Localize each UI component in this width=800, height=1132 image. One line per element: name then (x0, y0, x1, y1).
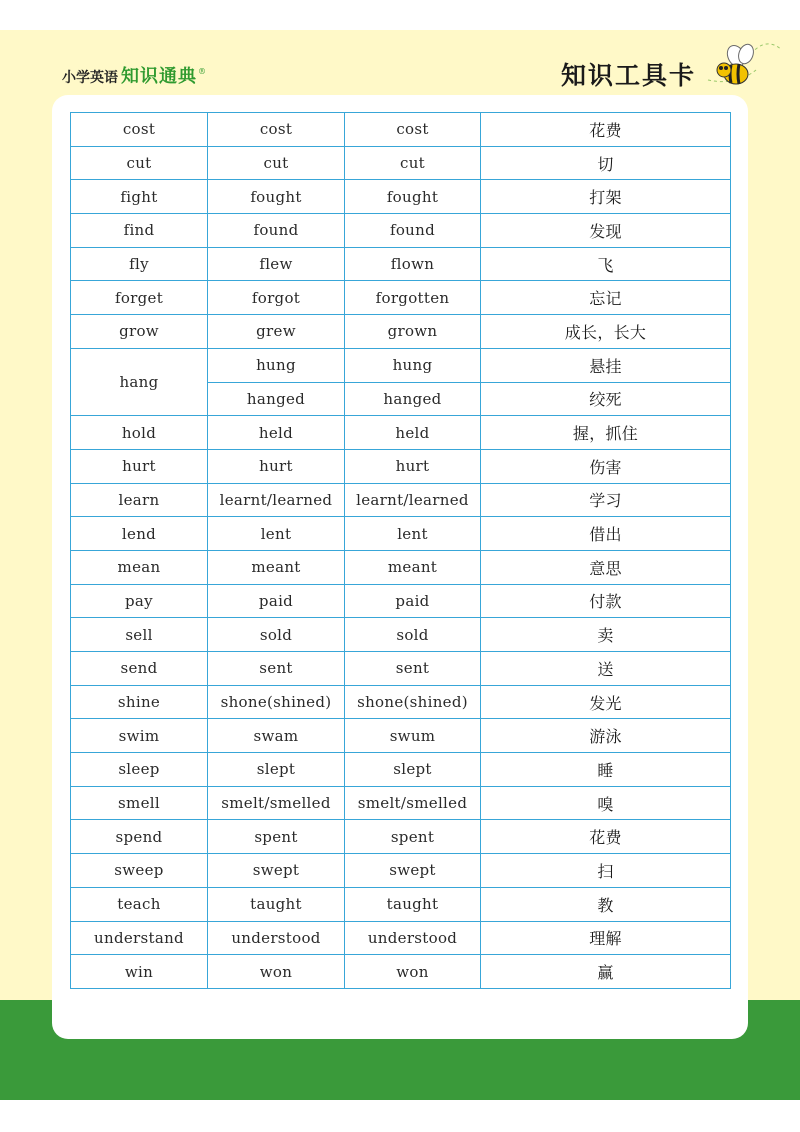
meaning: 意思 (481, 550, 731, 584)
base-form: find (71, 214, 208, 248)
meaning: 悬挂 (481, 348, 731, 382)
past-participle: shone(shined) (345, 685, 481, 719)
meaning: 发光 (481, 685, 731, 719)
brand-title: 知识通典 (121, 66, 197, 87)
table-row (71, 652, 731, 686)
base-form: fight (71, 180, 208, 214)
table-row (71, 180, 731, 214)
table-row (71, 146, 731, 180)
brand-subtitle: 小学英语 (62, 70, 118, 86)
meaning: 嗅 (481, 786, 731, 820)
past-participle: forgotten (345, 281, 481, 315)
base-form: swim (71, 719, 208, 753)
table-row (71, 281, 731, 315)
base-form: send (71, 652, 208, 686)
past-participle: cost (345, 113, 481, 147)
past-tense: cost (208, 113, 345, 147)
base-form: cost (71, 113, 208, 147)
meaning: 发现 (481, 214, 731, 248)
past-tense: fought (208, 180, 345, 214)
past-tense: hanged (208, 382, 345, 416)
past-tense: held (208, 416, 345, 450)
meaning: 打架 (481, 180, 731, 214)
table-row (71, 416, 731, 450)
past-tense: taught (208, 887, 345, 921)
table-row (71, 955, 731, 989)
meaning: 学习 (481, 483, 731, 517)
table-row (71, 517, 731, 551)
meaning: 成长，长大 (481, 315, 731, 349)
past-tense: lent (208, 517, 345, 551)
past-tense: forgot (208, 281, 345, 315)
base-form: smell (71, 786, 208, 820)
meaning: 伤害 (481, 449, 731, 483)
past-participle: cut (345, 146, 481, 180)
base-form: spend (71, 820, 208, 854)
base-form: hold (71, 416, 208, 450)
past-participle: flown (345, 247, 481, 281)
past-participle: found (345, 214, 481, 248)
base-form: understand (71, 921, 208, 955)
base-form: pay (71, 584, 208, 618)
table-row (71, 921, 731, 955)
past-participle: hanged (345, 382, 481, 416)
meaning: 花费 (481, 820, 731, 854)
past-tense: shone(shined) (208, 685, 345, 719)
meaning: 游泳 (481, 719, 731, 753)
past-participle: meant (345, 550, 481, 584)
table-row (71, 854, 731, 888)
base-form: learn (71, 483, 208, 517)
past-tense: grew (208, 315, 345, 349)
past-tense: learnt/learned (208, 483, 345, 517)
past-tense: swam (208, 719, 345, 753)
table-row (71, 753, 731, 787)
table-row (71, 483, 731, 517)
table-row (71, 584, 731, 618)
past-tense: won (208, 955, 345, 989)
past-tense: paid (208, 584, 345, 618)
base-form: sell (71, 618, 208, 652)
bottom-margin (0, 1100, 800, 1132)
past-participle: fought (345, 180, 481, 214)
base-form: teach (71, 887, 208, 921)
past-participle: learnt/learned (345, 483, 481, 517)
past-participle: paid (345, 584, 481, 618)
top-margin (0, 0, 800, 30)
table-row (71, 685, 731, 719)
past-participle: lent (345, 517, 481, 551)
past-participle: understood (345, 921, 481, 955)
table-row (71, 214, 731, 248)
table-row (71, 820, 731, 854)
meaning: 赢 (481, 955, 731, 989)
table-row (71, 449, 731, 483)
past-participle: smelt/smelled (345, 786, 481, 820)
table-row (71, 786, 731, 820)
past-tense: understood (208, 921, 345, 955)
meaning: 忘记 (481, 281, 731, 315)
meaning: 理解 (481, 921, 731, 955)
table-row (71, 247, 731, 281)
past-participle: sent (345, 652, 481, 686)
past-participle: grown (345, 315, 481, 349)
meaning: 绞死 (481, 382, 731, 416)
meaning: 送 (481, 652, 731, 686)
past-tense: spent (208, 820, 345, 854)
base-form: sweep (71, 854, 208, 888)
base-form: sleep (71, 753, 208, 787)
base-form: lend (71, 517, 208, 551)
past-tense: slept (208, 753, 345, 787)
bee-icon (706, 40, 786, 90)
table-row (71, 315, 731, 349)
base-form: win (71, 955, 208, 989)
table-row (71, 550, 731, 584)
base-form: hang (71, 348, 208, 415)
table-row (71, 719, 731, 753)
past-participle: hurt (345, 449, 481, 483)
past-participle: held (345, 416, 481, 450)
base-form: hurt (71, 449, 208, 483)
meaning: 卖 (481, 618, 731, 652)
meaning: 花费 (481, 113, 731, 147)
table-row (71, 618, 731, 652)
past-tense: found (208, 214, 345, 248)
meaning: 切 (481, 146, 731, 180)
table-row (71, 887, 731, 921)
brand-logo (62, 62, 206, 88)
past-tense: swept (208, 854, 345, 888)
past-tense: cut (208, 146, 345, 180)
past-tense: meant (208, 550, 345, 584)
past-participle: sold (345, 618, 481, 652)
base-form: grow (71, 315, 208, 349)
base-form: fly (71, 247, 208, 281)
meaning: 扫 (481, 854, 731, 888)
past-tense: sold (208, 618, 345, 652)
past-tense: flew (208, 247, 345, 281)
table-row (71, 348, 731, 382)
meaning: 飞 (481, 247, 731, 281)
meaning: 睡 (481, 753, 731, 787)
meaning: 握，抓住 (481, 416, 731, 450)
past-participle: slept (345, 753, 481, 787)
base-form: forget (71, 281, 208, 315)
meaning: 教 (481, 887, 731, 921)
table-row (71, 113, 731, 147)
base-form: shine (71, 685, 208, 719)
past-participle: swept (345, 854, 481, 888)
past-participle: taught (345, 887, 481, 921)
past-tense: sent (208, 652, 345, 686)
past-participle: spent (345, 820, 481, 854)
base-form: mean (71, 550, 208, 584)
meaning: 借出 (481, 517, 731, 551)
past-tense: smelt/smelled (208, 786, 345, 820)
registered-mark: ® (198, 67, 206, 76)
past-tense: hung (208, 348, 345, 382)
base-form: cut (71, 146, 208, 180)
past-participle: hung (345, 348, 481, 382)
meaning: 付款 (481, 584, 731, 618)
page-title: 知识工具卡 (560, 61, 696, 90)
past-participle: won (345, 955, 481, 989)
past-participle: swum (345, 719, 481, 753)
irregular-verbs-table (70, 112, 731, 989)
past-tense: hurt (208, 449, 345, 483)
